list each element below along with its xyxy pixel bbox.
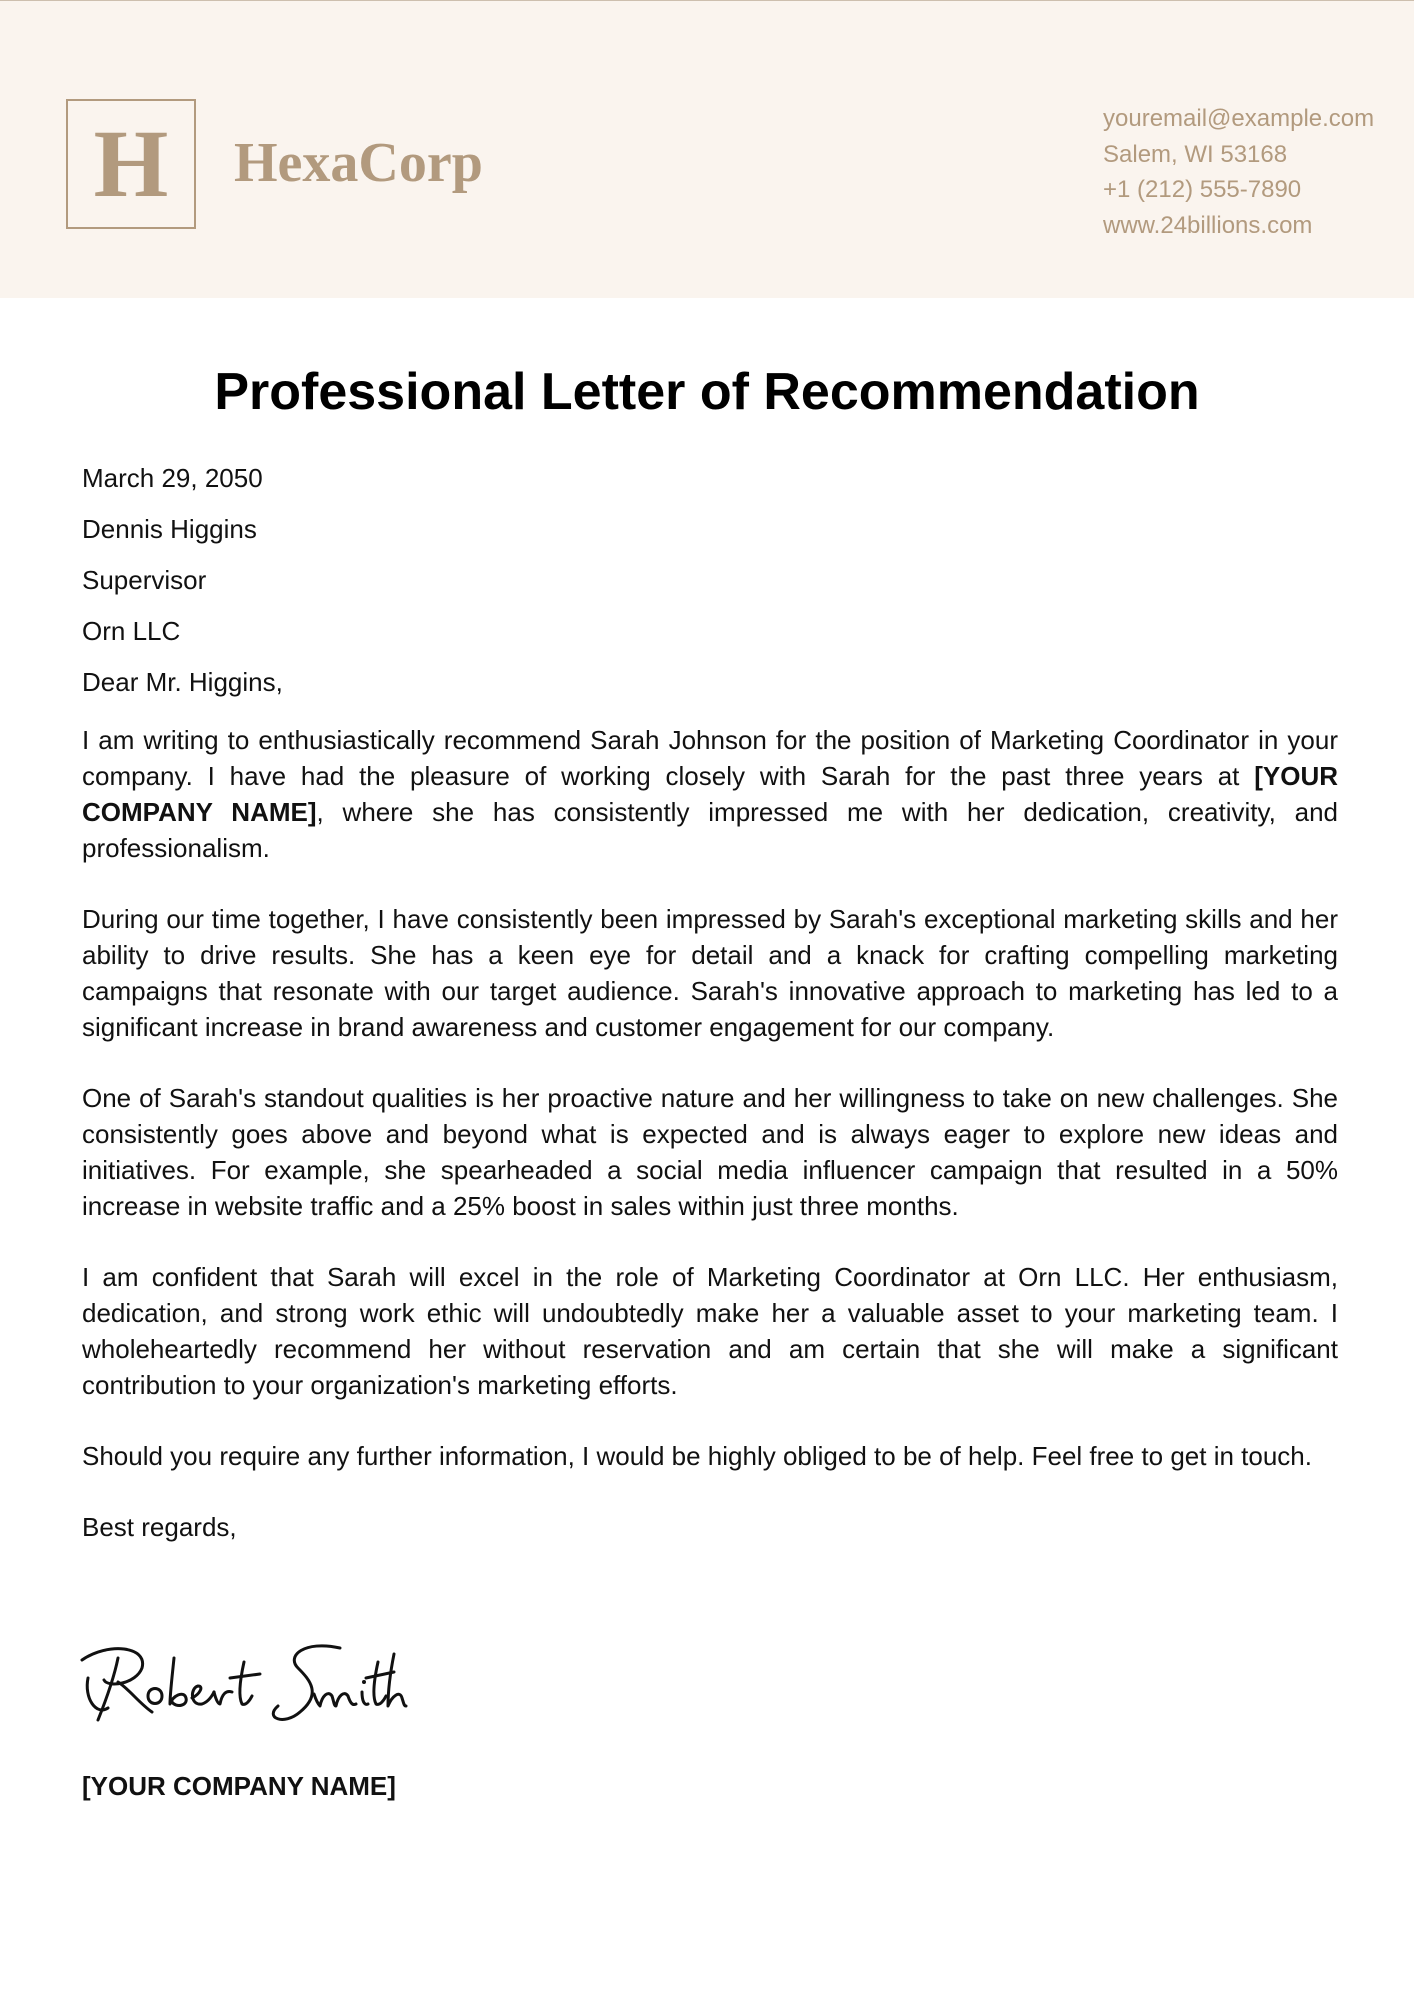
paragraph-3: One of Sarah's standout qualities is her proactive nature and her willingness to take on new challenges. She consistently goes above and beyond what is expected and is always eager to explore new ideas and initiatives. For example, she spearheaded a social media influencer campaign that resulted in a 50% increase in website traffic and a 25% boost in sales within just three months. <box>82 1083 1338 1221</box>
contact-website: www.24billions.com <box>1103 211 1313 239</box>
salutation: Dear Mr. Higgins, <box>82 667 283 697</box>
paragraph-2: During our time together, I have consistently been impressed by Sarah's exceptional marketing skills and her ability to drive results. She has a keen eye for detail and a knack for crafting compelling marketing campaigns that resonate with our target audience. Sarah's innovative approach to marketing has led to a significant increase in brand awareness and customer engagement for our company. <box>82 904 1338 1042</box>
handwritten-signature <box>78 1638 408 1738</box>
letter-date: March 29, 2050 <box>82 463 263 493</box>
recipient-name: Dennis Higgins <box>82 514 257 544</box>
paragraph-4: I am confident that Sarah will excel in the role of Marketing Coordinator at Orn LLC. Her enthusiasm, dedication, and strong work ethic will undoubtedly make her a valuable asset to your marketing team. I wholeheartedly recommend her without reservation and am certain that she will make a significant contribution to your organization's marketing efforts. <box>82 1262 1338 1400</box>
sender-company: [YOUR COMPANY NAME] <box>82 1771 396 1801</box>
paragraph-5: Should you require any further information, I would be highly obliged to be of help. Feel free to get in touch. <box>82 1441 1312 1471</box>
contact-email: youremail@example.com <box>1103 105 1375 132</box>
letterhead <box>0 0 1414 298</box>
contact-address: Salem, WI 53168 <box>1103 140 1288 168</box>
recipient-company: Orn LLC <box>82 616 181 646</box>
paragraph-1-text: I am writing to enthusiastically recommend Sarah Johnson for the position of Marketing Coordinator in your company. I have had the pleasure of working closely with Sarah for the past three years at <box>82 725 1338 791</box>
paragraph-1-text-end: , where she has consistently impressed me with her dedication, creativity, and professionalism. <box>82 797 1338 863</box>
contact-phone: +1 (212) 555-7890 <box>1103 176 1302 203</box>
closing: Best regards, <box>82 1512 237 1542</box>
recipient-title: Supervisor <box>82 565 207 595</box>
logo <box>66 99 196 229</box>
logo-letter: H <box>93 110 169 217</box>
brand-name: HexaCorp <box>234 132 483 194</box>
paragraph-1 <box>82 722 1338 866</box>
signature-dot-icon <box>362 1680 366 1684</box>
document-title: Professional Letter of Recommendation <box>214 363 1200 421</box>
company-placeholder: [YOUR COMPANY NAME] <box>82 761 1338 827</box>
letter-body <box>82 460 1338 1545</box>
contact-info <box>1103 101 1374 243</box>
